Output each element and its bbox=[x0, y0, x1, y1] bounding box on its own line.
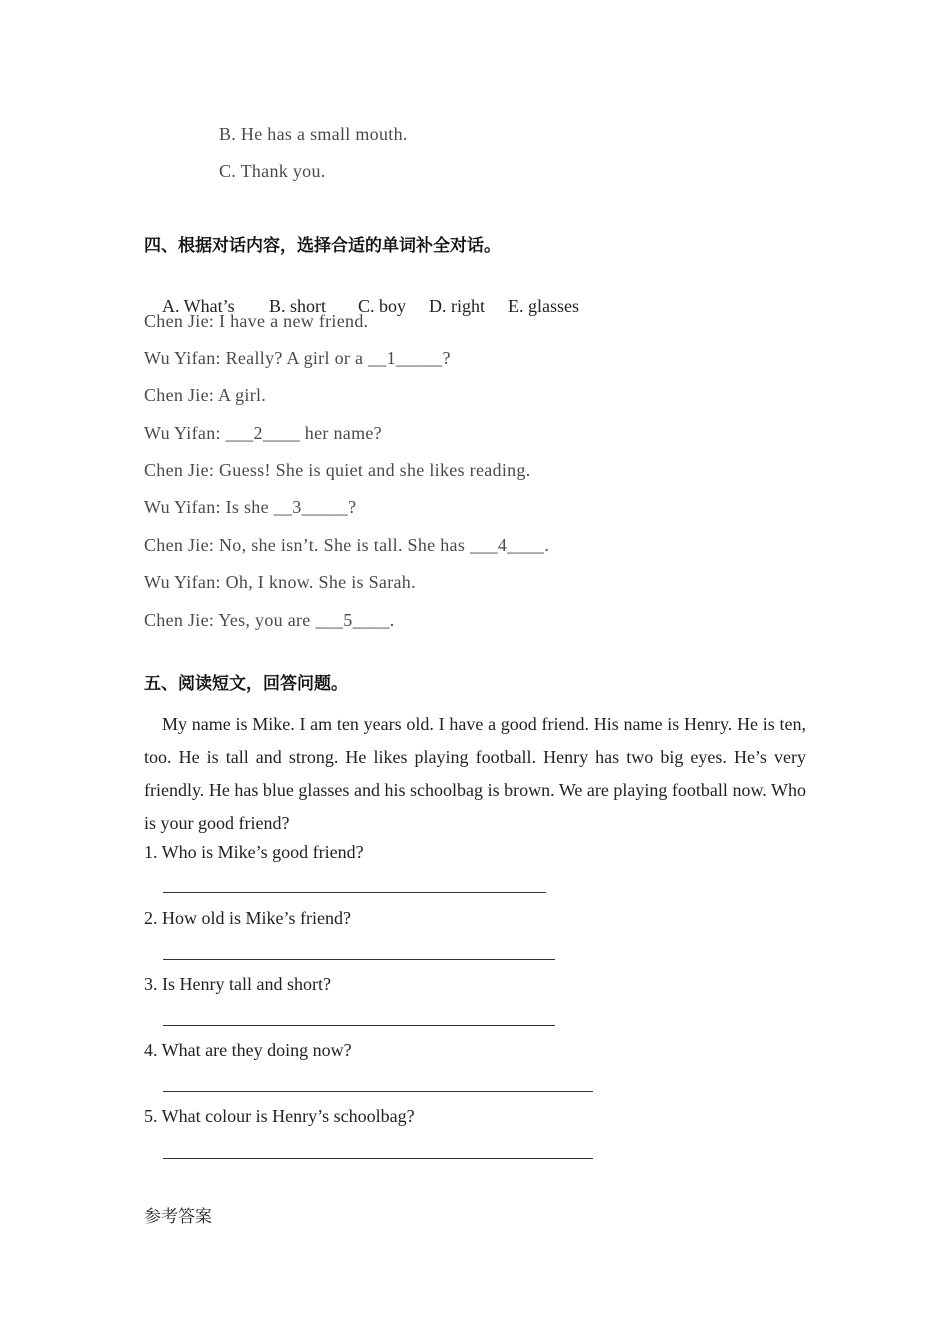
word-option-b: B. short bbox=[269, 296, 327, 316]
dialogue-line: Wu Yifan: Oh, I know. She is Sarah. bbox=[144, 572, 416, 592]
question-1: 1. Who is Mike’s good friend? bbox=[144, 842, 364, 862]
answer-key-title: 参考答案 bbox=[144, 1207, 212, 1227]
question-3: 3. Is Henry tall and short? bbox=[144, 974, 331, 994]
section5-title: 五、阅读短文，回答问题。 bbox=[144, 674, 348, 694]
question-4: 4. What are they doing now? bbox=[144, 1040, 352, 1060]
word-option-a: A. What’s bbox=[162, 296, 235, 316]
word-option-e: E. glasses bbox=[508, 296, 579, 316]
dialogue-line: Wu Yifan: Is she __3_____? bbox=[144, 497, 357, 517]
word-option-c: C. boy bbox=[358, 296, 407, 316]
reading-passage: My name is Mike. I am ten years old. I have a good friend. His name is Henry. He is ten, too. He is tall and strong. He likes playing football. Henry has two big eyes. He’s very friendly. He has blue glasses and his schoolbag is brown. We are playing football now. Who is your good friend? bbox=[144, 714, 806, 833]
dialogue-line: Wu Yifan: ___2____ her name? bbox=[144, 423, 382, 443]
option-b: B. He has a small mouth. bbox=[219, 124, 408, 144]
answer-line-5[interactable] bbox=[163, 1158, 593, 1159]
answer-line-2[interactable] bbox=[163, 959, 555, 960]
dialogue-line: Wu Yifan: Really? A girl or a __1_____? bbox=[144, 348, 451, 368]
question-2: 2. How old is Mike’s friend? bbox=[144, 908, 351, 928]
dialogue-line: Chen Jie: No, she isn’t. She is tall. She has ___4____. bbox=[144, 535, 550, 555]
question-5: 5. What colour is Henry’s schoolbag? bbox=[144, 1106, 415, 1126]
option-c: C. Thank you. bbox=[219, 161, 326, 181]
dialogue-line: Chen Jie: A girl. bbox=[144, 385, 267, 405]
answer-line-3[interactable] bbox=[163, 1025, 555, 1026]
section4-title: 四、根据对话内容，选择合适的单词补全对话。 bbox=[144, 236, 501, 256]
dialogue-line: Chen Jie: I have a new friend. bbox=[144, 311, 369, 331]
answer-line-4[interactable] bbox=[163, 1091, 593, 1092]
dialogue-line: Chen Jie: Guess! She is quiet and she likes reading. bbox=[144, 460, 531, 480]
answer-line-1[interactable] bbox=[163, 892, 546, 893]
word-option-d: D. right bbox=[429, 296, 485, 316]
dialogue-line: Chen Jie: Yes, you are ___5____. bbox=[144, 610, 395, 630]
